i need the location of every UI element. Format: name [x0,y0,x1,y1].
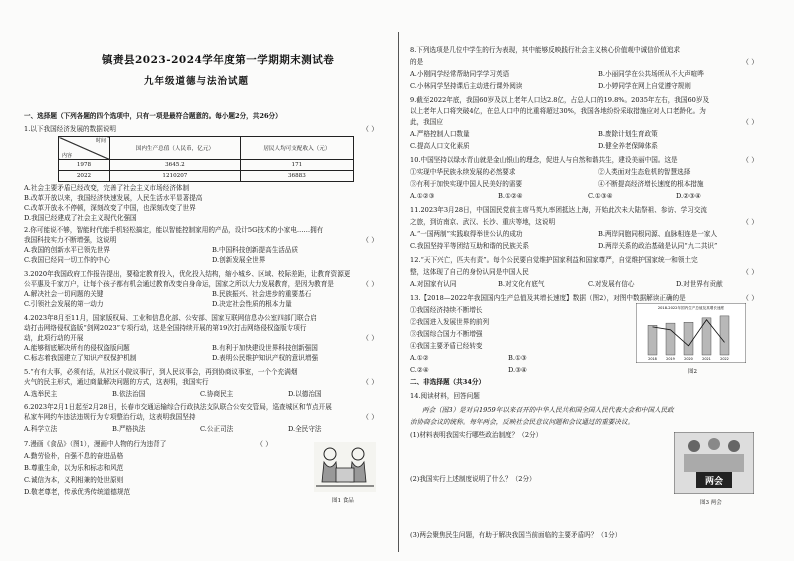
q10-option-b: B.①②④ [498,192,523,200]
q1-data-table [58,136,354,182]
q1-option-d: D.我国已经建成了社会主义现代化强国 [24,214,137,222]
q11-option-d: D.两岸关系的政治基础是认同“九二共识” [598,242,718,250]
table-diag-header [59,137,110,160]
q11-option-c: C.我国坚持平等团结互助和谐的民族关系 [410,242,529,250]
table-cell: 171 [240,160,353,171]
q1-stem: 1.以下我国经济发展的数据说明 [24,125,117,133]
q5-option-a: A.选举民主 [24,390,58,398]
q10-answer-blank[interactable]: （ ） [742,156,759,164]
q5-line: 火气的民主形式，通过商量解决问题的方式，这表明，我国实行 [24,378,209,386]
q13-answer-blank[interactable]: （ ） [742,294,759,302]
q2-line: 我国科技实力不断增强，这说明 [24,236,117,244]
q3-option-a: A.解决社会一切问题的关键 [24,290,104,298]
q14-sub3: (3)两会聚焦民生问题，有助于解决我国当前面临的主要矛盾吗？（1分） [410,531,622,539]
exam-title: 镇赉县2023-2024学年度第一学期期末测试卷 [102,54,335,66]
q11-answer-blank[interactable]: （ ） [742,218,759,226]
q13-item: ②我国进入发展世界的前列 [410,318,490,326]
q4-option-c: C.标志着我国建立了知识产权保护机制 [24,354,137,362]
chart-bar [720,316,729,355]
q13-line: 13.【2018—2022年我国国内生产总值及其增长速度】数据（图2），对图中数据解读正确的是 [410,294,686,302]
q10-item: ③有利于加快实现中国人民美好的需要 [410,180,523,188]
table-col1-header: 国内生产总值（人民币，亿元） [110,137,241,160]
q9-option-a: A.严格控制人口数量 [410,130,470,138]
q4-line: 动，此项行动的开展 [24,334,84,342]
q9-option-b: B.废除计划生育政策 [598,130,658,138]
q2-line: 2.你可能说不够，智能时代能手机轻松搞定，能以智能控制家用的产品，设计5G技术的小家电……拥有 [24,226,324,234]
q5-option-d: D.以德治国 [288,390,322,398]
q11-line: 之旅，到访南京、武汉、长沙、重庆等地，这说明 [410,218,556,226]
figure1-caption: 图1 食品 [332,498,354,504]
q10-option-d: D.②③④ [676,192,701,200]
q13-option-b: B.①③ [508,354,527,362]
right-column [404,0,780,561]
q6-option-c: C.公正司法 [200,425,234,433]
q12-option-a: A.对国家有认同 [410,280,457,288]
q7-line: 7.漫画《食品》（图1），漫画中人物的行为违背了 [24,440,167,448]
q4-option-a: A.能够彻底解决所有的侵权盗版问题 [24,344,130,352]
exam-subject: 九年级道德与法治试题 [144,76,250,87]
table-cell: 1210207 [110,171,241,182]
diag-top-label: 时间 [95,138,106,144]
chart-x-tick-label: 2020 [684,357,693,361]
q7-option-a: A.勤劳俭朴，自强不息的奋进品格 [24,452,124,460]
section2-title: 二、非选择题（共34分） [410,378,486,386]
q1-option-c: C.改革开放永不停顿，深刻改变了中国，也深刻改变了世界 [24,204,196,212]
q6-option-d: D.全民守法 [288,425,322,433]
q7-option-c: C.诚信为本，义利相兼的处世原则 [24,476,124,484]
diag-bottom-label: 内容 [62,153,73,159]
figure3-caption: 图3 两会 [700,500,722,506]
q3-line: 公平惠及千家万户，让每个孩子都有机会通过教育改变自身命运，国家之所以大力发展教育，是因为教育是 [24,280,334,288]
q2-answer-blank[interactable]: （ ） [362,236,379,244]
q3-line: 3.2020年我国政府工作报告提出，要稳定教育投入，优化投入结构，缩小城乡、区域、校际差距，让教育资源更 [24,270,351,278]
q5-option-c: C.协商民主 [200,390,234,398]
q14-material-line: 两会（图3）是对自1959年以来召开的中华人民共和国全国人民代表大会和中国人民政 [422,406,674,414]
q12-option-d: D.对世界有贡献 [676,280,723,288]
q6-option-b: B.严格执法 [112,425,146,433]
q13-option-a: A.①② [410,354,429,362]
q9-line: 以上老年人口将突破4亿，在总人口中的比重将超过30%，我国各地纷纷采取措施应对人口老龄化。为 [410,107,706,115]
chart-bar [648,325,657,355]
q5-answer-blank[interactable]: （ ） [362,378,379,386]
q10-item: ④不断提高经济增长速度的根本措施 [598,180,704,188]
q5-line: 5.“有有大事，必须有话，从社区小院议事厅，到人民议事会，再到协商议事室，一个个充满烟 [24,368,298,376]
figure1-cartoon [314,442,376,492]
q14-material-line: 治协商会议的统称。每年两会，反映社会民意议问题和会议通过的重要决议。 [410,418,635,426]
table-cell: 2022 [59,171,110,182]
q5-option-b: B.依法治国 [112,390,146,398]
q3-option-c: C.引领社会发展的第一动力 [24,300,104,308]
left-column [16,0,394,561]
chart-bar [684,322,693,355]
q3-option-d: D.决定社会性质的根本力量 [212,300,292,308]
q7-answer-blank[interactable]: （ ） [256,440,273,448]
q6-line: 6.2023年2月1日起至2月28日，长春市交通运输综合行政执法支队联合公安交管局，巡查城区和节点开展 [24,403,332,411]
q8-option-b: B.小丽同学在公共场所从不大声喧哗 [598,70,704,78]
q3-option-b: B.民族振兴、社会进步的重要基石 [212,290,312,298]
q14-sub2-answer-area[interactable] [410,488,670,530]
q9-option-c: C.提高人口文化素质 [410,142,470,150]
q2-option-a: A.我国的创新水平已领先世界 [24,246,110,254]
q10-line: 10.中国坚持以绿水青山就是金山银山的理念，促进人与自然和谐共生，建设美丽中国。这是 [410,156,678,164]
q10-item: ①实现中华民族永续发展的必然要求 [410,168,516,176]
table-cell: 3645.2 [110,160,241,171]
q12-answer-blank[interactable]: （ ） [742,268,759,276]
q10-option-c: C.①③④ [588,192,613,200]
q4-line: 动打击网络侵权盗版“剑网2023”专项行动，这是全国持续开展的第19次打击网络侵权盗版专项行 [24,324,307,332]
q13-item: ①我国经济持续不断增长 [410,306,483,314]
q6-line: 私家车网约车违法违规行为专项整治行动，这表明我国坚持 [24,413,196,421]
chart-title: 2018-2022年国内生产总值及其增长速度 [657,306,725,310]
q10-item: ②人类面对生态危机的智慧选择 [598,168,691,176]
q12-option-b: B.对文化有底气 [498,280,545,288]
section1-title: 一、选择题（下列各题的四个选项中，只有一项是最符合题意的。每小题2分，共26分） [24,112,282,120]
column-divider [398,32,399,552]
q6-option-a: A.科学立法 [24,425,58,433]
q9-line: 9.截至2022年底，我国60岁及以上老年人口达2.8亿，占总人口的19.8%。2035年左右，我国60岁及 [410,96,710,104]
q10-option-a: A.①②③ [410,192,435,200]
table-row [59,171,354,182]
chart-x-tick-label: 2022 [720,357,729,361]
q2-option-d: D.创新发展全世界 [212,256,266,264]
q4-option-b: B.有利于加快建设世界科技创新强国 [212,344,318,352]
table-cell: 1978 [59,160,110,171]
q8-option-c: C.小林同学坚持课后主动进行课外阅读 [410,82,523,90]
q9-option-d: D.健全养老保障体系 [598,142,658,150]
q2-option-b: B.中国科技创新提高生活品质 [212,246,299,254]
q14-sub1: (1)材料表明我国实行哪些政治制度？（2分） [410,431,543,439]
q12-line: 12.“天下兴亡，匹夫有责”。每个公民要自觉维护国家利益和国家尊严，自觉维护国家统一和领土完 [410,256,698,264]
q8-line: 8.下列选项是几位中学生的行为表现，其中能够反映践行社会主义核心价值观中诚信价值追求 [410,46,681,54]
q4-answer-blank[interactable]: （ ） [362,334,379,342]
q12-line: 整，这体现了自己的身份认同是中国人民 [410,268,529,276]
q12-option-c: C.对发展有信心 [588,280,635,288]
figure3-label: 两会 [704,477,724,487]
chart-bar [666,323,675,355]
table-col2-header: 居民人均可支配收入（元） [240,137,353,160]
q2-option-c: C.我国已经同一切工作的中心 [24,256,111,264]
q6-answer-blank[interactable]: （ ） [362,413,379,421]
q8-option-d: D.小婷同学在网上自觉遵守规则 [598,82,691,90]
q7-option-d: D.敬老尊老，传承优秀传统道德规范 [24,488,131,496]
q9-answer-blank[interactable]: （ ） [742,118,759,126]
q4-line: 4.2023年8月至11月，国家版权局、工业和信息化部、公安部、国家互联网信息办公室四部门联合启 [24,314,317,322]
q1-option-a: A.社会主要矛盾已经改变，完善了社会主义市场经济体制 [24,184,190,192]
q13-option-d: D.③④ [508,366,527,374]
table-cell: 36883 [240,171,353,182]
q4-option-d: D.表明公民维护知识产权的意识增强 [212,354,319,362]
figure2-chart [636,303,746,363]
q1-answer-blank[interactable]: （ ） [362,125,379,133]
q8-option-a: A.小刚同学经常帮助同学学习英语 [410,70,510,78]
q1-option-b: B.改革开放以来，我国经济快速发展，人民生活水平显著提高 [24,194,203,202]
table-row [59,160,354,171]
q13-option-c: C.②④ [410,366,429,374]
q13-item: ③我国综合国力不断增强 [410,330,483,338]
q14-stem: 14.阅读材料，回答问题 [410,392,480,400]
figure3-illustration [674,432,754,494]
chart-x-tick-label: 2019 [666,357,675,361]
q14-sub2: (2)我国实行上述制度说明了什么？（2分） [410,475,536,483]
q11-option-a: A.“一国两制”实践取得举世公认的成功 [410,230,523,238]
q7-option-b: B.尊重生命，以为乐和标志和风范 [24,464,124,472]
chart-x-tick-label: 2021 [702,357,711,361]
q9-line: 此，我国应 [410,118,443,126]
q14-sub1-answer-area[interactable] [410,444,670,474]
figure2-caption: 图2 [688,369,697,375]
q11-line: 11.2023年3月28日，中国国民党前主席马英九率团抵达上海，开始此次未大陆祭祖、参访、学习交流 [410,206,708,214]
q8-line: 的是 [410,58,424,66]
q11-option-b: B.两岸同胞同根同源、血脉相连是一家人 [598,230,718,238]
chart-x-tick-label: 2018 [648,357,657,361]
q3-answer-blank[interactable]: （ ） [362,280,379,288]
q13-item: ④我国主要矛盾已经转变 [410,342,483,350]
q8-answer-blank[interactable]: （ ） [742,58,759,66]
